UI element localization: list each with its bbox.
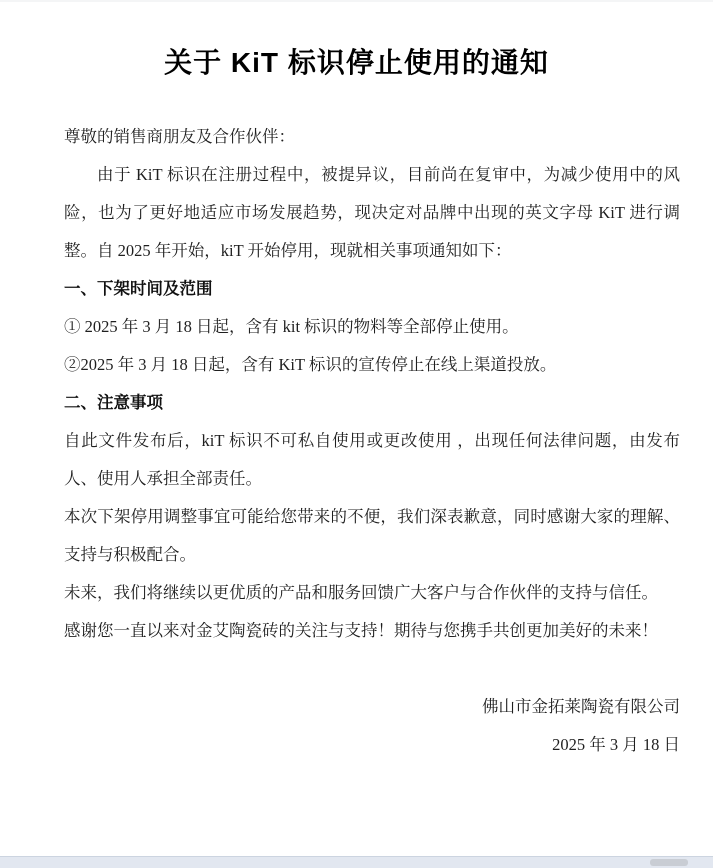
page-title: 关于 KiT 标识停止使用的通知 (164, 47, 549, 78)
section2-paragraph-3: 未来，我们将继续以更优质的产品和服务回馈广大客户与合作伙伴的支持与信任。 (64, 583, 658, 602)
document-body (0, 118, 713, 764)
intro-paragraph: 由于 KiT 标识在注册过程中，被提异议，目前尚在复审中，为减少使用中的风险，也为了更好地适应市场发展趋势，现决定对品牌中出现的英文字母 KiT 进行调整。自 2025 年开始，kiT 开始停用，现就相关事项通知如下： (64, 165, 680, 260)
section1-item-2: ②2025 年 3 月 18 日起，含有 KiT 标识的宣传停止在线上渠道投放。 (64, 355, 557, 374)
section1-item-1: ① 2025 年 3 月 18 日起，含有 kit 标识的物料等全部停止使用。 (64, 317, 519, 336)
section2-heading: 二、注意事项 (64, 394, 163, 412)
signature-date: 2025 年 3 月 18 日 (552, 735, 680, 754)
section2-paragraph-4: 感谢您一直以来对金艾陶瓷砖的关注与支持！期待与您携手共创更加美好的未来！ (64, 621, 658, 640)
horizontal-scrollbar[interactable] (0, 856, 713, 868)
section1-heading: 一、下架时间及范围 (64, 280, 213, 298)
salutation: 尊敬的销售商朋友及合作伙伴： (64, 127, 295, 146)
scrollbar-thumb[interactable] (650, 859, 688, 866)
blank-line-spacer (64, 650, 680, 688)
signature-company: 佛山市金拓莱陶瓷有限公司 (482, 697, 680, 716)
section2-paragraph-2: 本次下架停用调整事宜可能给您带来的不便，我们深表歉意，同时感谢大家的理解、支持与积极配合。 (64, 507, 680, 564)
section2-paragraph-1: 自此文件发布后，kiT 标识不可私自使用或更改使用 ，出现任何法律问题，由发布人、使用人承担全部责任。 (64, 431, 680, 488)
